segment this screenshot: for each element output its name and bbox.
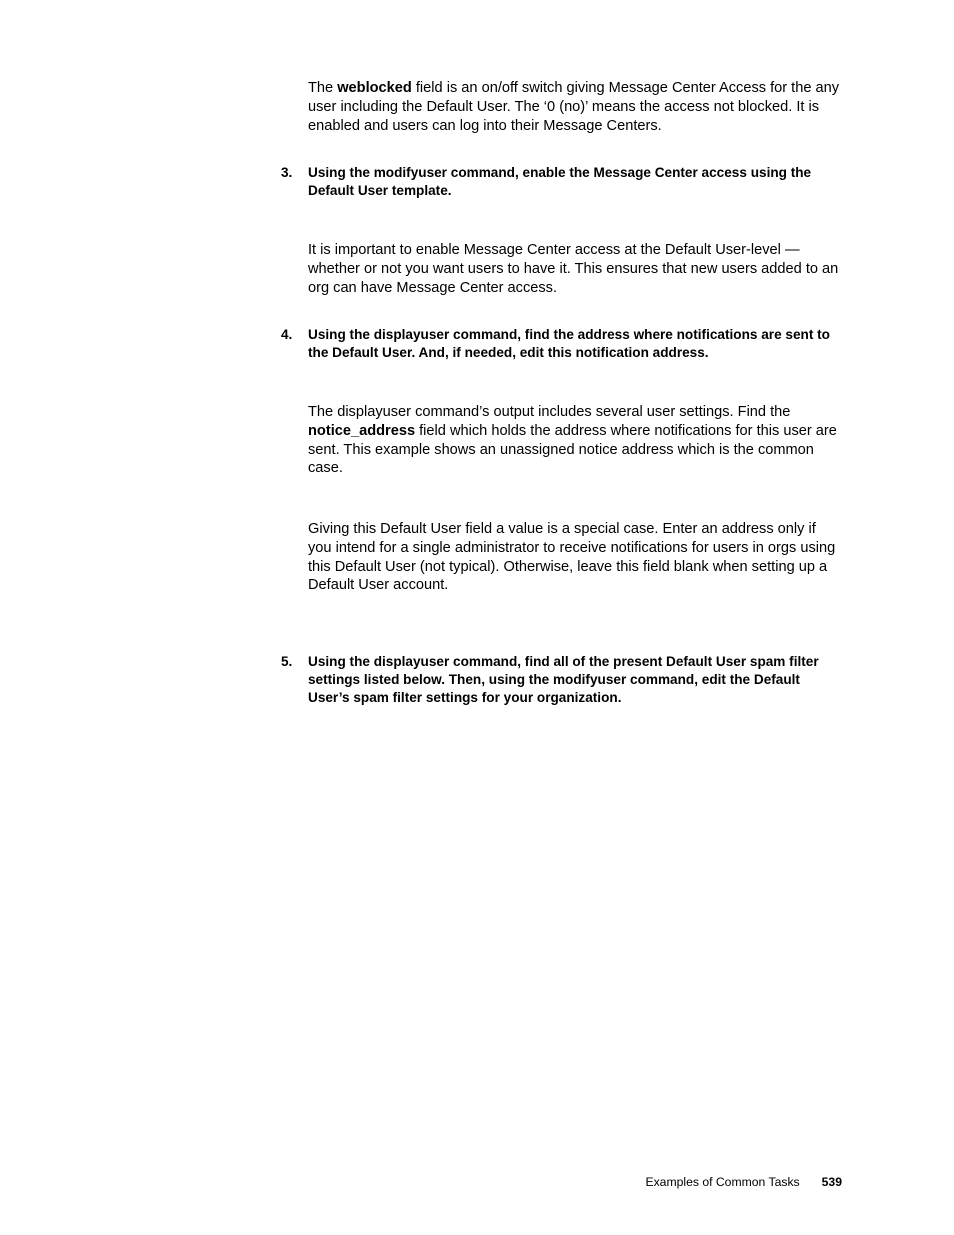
displayuser-post: field which holds the address where notifications for this user are sent. This example shows an unassigned notice address which is the common case. [308,422,837,477]
step-4-text: Using the displayuser command, find the address where notifications are sent to the Default User. And, if needed, edit this notification address. [308,327,830,361]
page-number: 539 [821,1175,842,1189]
step-5-text: Using the displayuser command, find all of the present Default User spam filter settings listed below. Then, using the modifyuser command, edit the Default User’s spam filter settings for your organization. [308,654,819,706]
footer-section-title: Examples of Common Tasks [645,1175,800,1189]
notice-address-field-name: notice_address [308,422,416,439]
weblocked-post: field is an on/off switch giving Message Center Access for the any user including the Default User. The ‘0 (no)’ means the access not blocked. It is enabled and users can log into their Message Centers. [308,80,840,134]
displayuser-pre: The displayuser command’s output includes several user settings. Find the [308,404,791,420]
enable-note-paragraph: It is important to enable Message Center access at the Default User-level — whether or not you want users to have it. This ensures that new users added to an org can have Message Center access. [308,242,839,296]
step-5-number: 5. [281,654,293,669]
special-case-paragraph: Giving this Default User field a value is a special case. Enter an address only if you intend for a single administrator to receive notifications for users in orgs using this Default User (not typical). Otherwise, leave this field blank when setting up a Default User account. [308,521,836,594]
weblocked-pre: The [308,80,338,96]
weblocked-paragraph [308,79,843,135]
step-4 [281,326,843,362]
weblocked-field-name: weblocked [337,80,412,96]
step-3-number: 3. [281,165,293,180]
step-3 [281,164,843,200]
page-footer [560,1174,842,1190]
displayuser-output-paragraph [308,403,843,478]
step-3-text: Using the modifyuser command, enable the Message Center access using the Default User template. [308,165,812,199]
step-4-number: 4. [281,327,293,342]
step-5 [281,653,843,708]
